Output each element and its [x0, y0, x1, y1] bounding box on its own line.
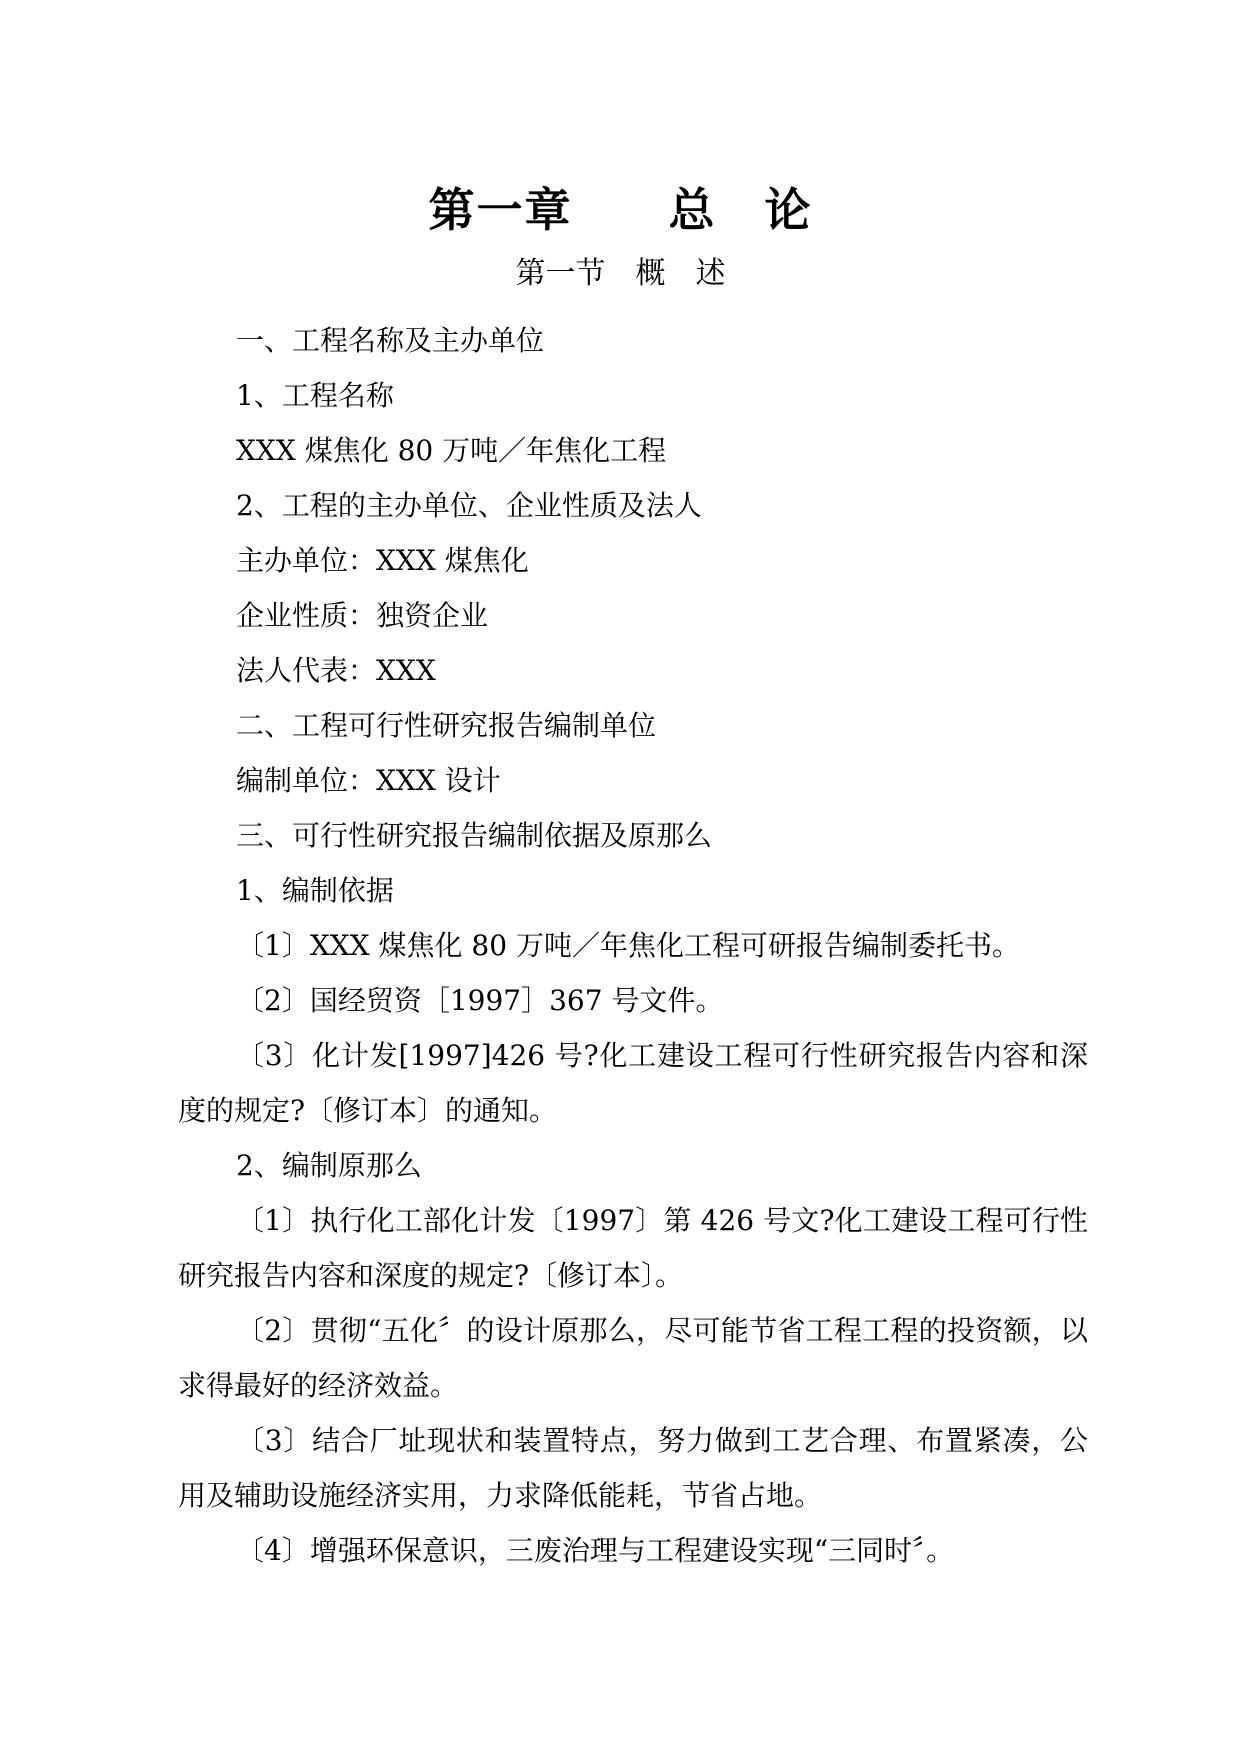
basis-item-1: 〔1〕XXX 煤焦化 80 万吨／年焦化工程可研报告编制委托书。	[236, 929, 1020, 962]
heading-basis-and-principles: 三、可行性研究报告编制依据及原那么	[236, 819, 713, 852]
sponsor-unit: 主办单位：XXX 煤焦化	[236, 544, 529, 577]
enterprise-nature: 企业性质：独资企业	[236, 599, 489, 632]
subheading-project-name: 1、工程名称	[236, 379, 394, 412]
principle-item-1: 〔1〕执行化工部化计发〔1997〕第 426 号文?化工建设工程可行性研究报告内容和深度的规定?〔修订本〕。	[178, 1204, 1088, 1292]
principle-item-3: 〔3〕结合厂址现状和装置特点，努力做到工艺合理、布置紧凑，公用及辅助设施经济实用，力求降低能耗，节省占地。	[178, 1424, 1088, 1512]
principle-item-2: 〔2〕贯彻“五化〞的设计原那么，尽可能节省工程工程的投资额，以求得最好的经济效益。	[178, 1314, 1088, 1402]
subheading-sponsor-info: 2、工程的主办单位、企业性质及法人	[236, 489, 702, 522]
principle-item-4: 〔4〕增强环保意识，三废治理与工程建设实现“三同时〞。	[236, 1534, 955, 1567]
project-name: XXX 煤焦化 80 万吨／年焦化工程	[236, 434, 667, 467]
subheading-principles: 2、编制原那么	[236, 1149, 422, 1182]
legal-representative: 法人代表：XXX	[236, 654, 436, 687]
heading-report-compiler: 二、工程可行性研究报告编制单位	[236, 709, 657, 742]
basis-item-2: 〔2〕国经贸资［1997］367 号文件。	[236, 984, 724, 1017]
chapter-title: 第一章 总 论	[428, 183, 813, 237]
section-title: 第一节 概 述	[515, 256, 726, 291]
subheading-basis: 1、编制依据	[236, 874, 394, 907]
compiler-unit: 编制单位：XXX 设计	[236, 764, 501, 797]
document-body	[178, 313, 1088, 1578]
heading-project-name-and-sponsor: 一、工程名称及主办单位	[236, 324, 545, 357]
basis-item-3: 〔3〕化计发[1997]426 号?化工建设工程可行性研究报告内容和深度的规定?〔修订本〕的通知。	[178, 1039, 1088, 1127]
